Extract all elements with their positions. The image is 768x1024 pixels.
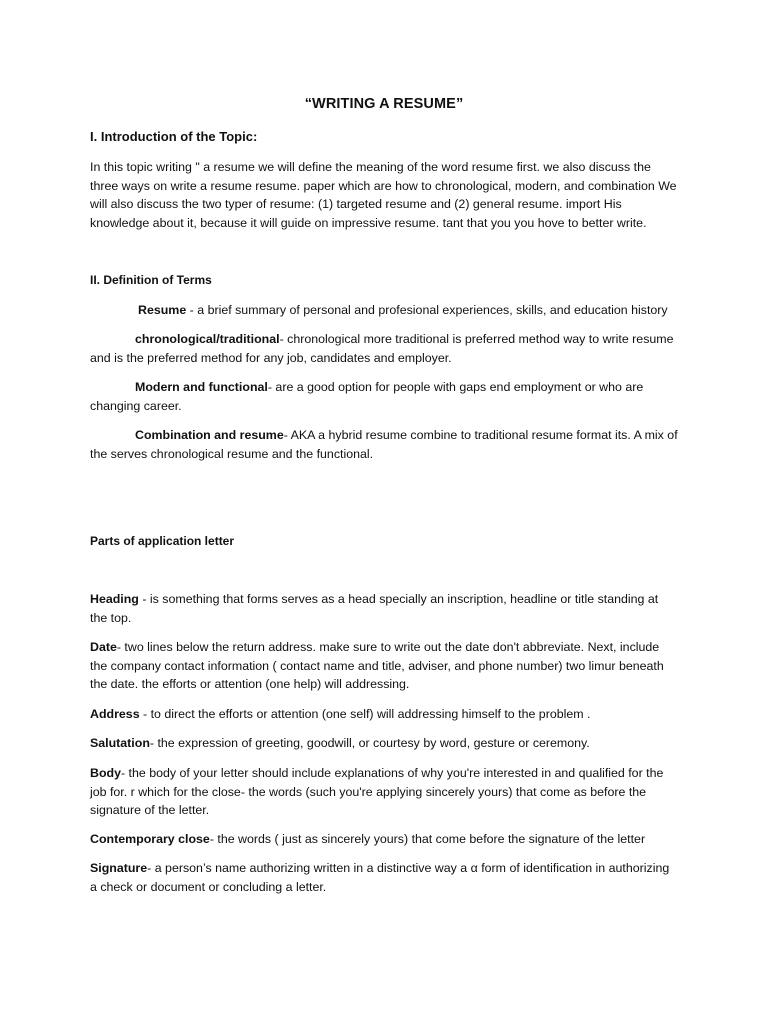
part-label: Contemporary close — [90, 832, 210, 846]
part-label: Address — [90, 707, 140, 721]
term-combination — [90, 426, 678, 463]
document-title: “WRITING A RESUME” — [304, 96, 464, 112]
part-label: Signature — [90, 861, 148, 875]
term-resume — [90, 301, 678, 320]
part-date — [90, 638, 678, 694]
term-label: Modern and functional — [135, 380, 268, 394]
part-definition: - the words ( just as sincerely yours) that come before the signature of the letter — [209, 832, 646, 846]
term-label: Combination and resume — [135, 428, 284, 442]
part-heading — [90, 590, 678, 627]
part-definition: - is something that forms serves as a head specially an inscription, headline or title standing at the top. — [90, 592, 659, 625]
part-body — [90, 764, 678, 820]
term-modern — [90, 378, 678, 415]
part-definition: - the expression of greeting, goodwill, or courtesy by word, gesture or ceremony. — [149, 736, 590, 750]
part-definition: - to direct the efforts or attention (one self) will addressing himself to the problem . — [139, 707, 591, 721]
part-definition: - two lines below the return address. make sure to write out the date don't abbreviate. Next, include the company contact information ( contact name and title, adviser, and phone number) two limur beneath the date. the efforts or attention (one help) will addressing. — [90, 640, 664, 692]
part-signature — [90, 859, 678, 896]
term-definition: - AKA a hybrid resume combine to traditional resume format its. A mix of the serves chronological resume and the functional. — [90, 428, 678, 461]
section-heading-definition-of-terms: II. Definition of Terms — [90, 273, 212, 287]
term-definition: - chronological more traditional is preferred method way to write resume and is the preferred method for any job, candidates and employer. — [90, 332, 674, 365]
section-heading-introduction: I. Introduction of the Topic: — [90, 129, 258, 144]
part-definition: - a person’s name authorizing written in a distinctive way a α form of identification in authorizing a check or document or concluding a letter. — [90, 861, 670, 894]
part-salutation — [90, 734, 678, 753]
term-label: chronological/traditional — [135, 332, 280, 346]
introduction-paragraph: In this topic writing " a resume we will define the meaning of the word resume first. we also discuss the three ways on write a resume resume. paper which are how to chronological, modern, and combination We will also discuss the two typer of resume: (1) targeted resume and (2) general resume. import His knowledge about it, because it will guide on impressive resume. tant that you you hove to better write. — [90, 160, 677, 230]
term-definition: - a brief summary of personal and profesional experiences, skills, and education history — [186, 303, 668, 317]
section-heading-parts-of-application-letter: Parts of application letter — [90, 534, 235, 548]
term-chronological — [90, 330, 678, 367]
part-address — [90, 705, 678, 724]
part-label: Salutation — [90, 736, 150, 750]
part-label: Date — [90, 640, 117, 654]
term-definition: - are a good option for people with gaps end employment or who are changing career. — [90, 380, 644, 413]
part-definition: - the body of your letter should include explanations of why you're interested in and qualified for the job for. r which for the close- the words (such you're applying sincerely yours) that come as before the signature of the letter. — [90, 766, 664, 818]
part-label: Heading — [90, 592, 139, 606]
part-contemporary-close — [90, 830, 678, 849]
term-label: Resume — [138, 303, 187, 317]
part-label: Body — [90, 766, 121, 780]
